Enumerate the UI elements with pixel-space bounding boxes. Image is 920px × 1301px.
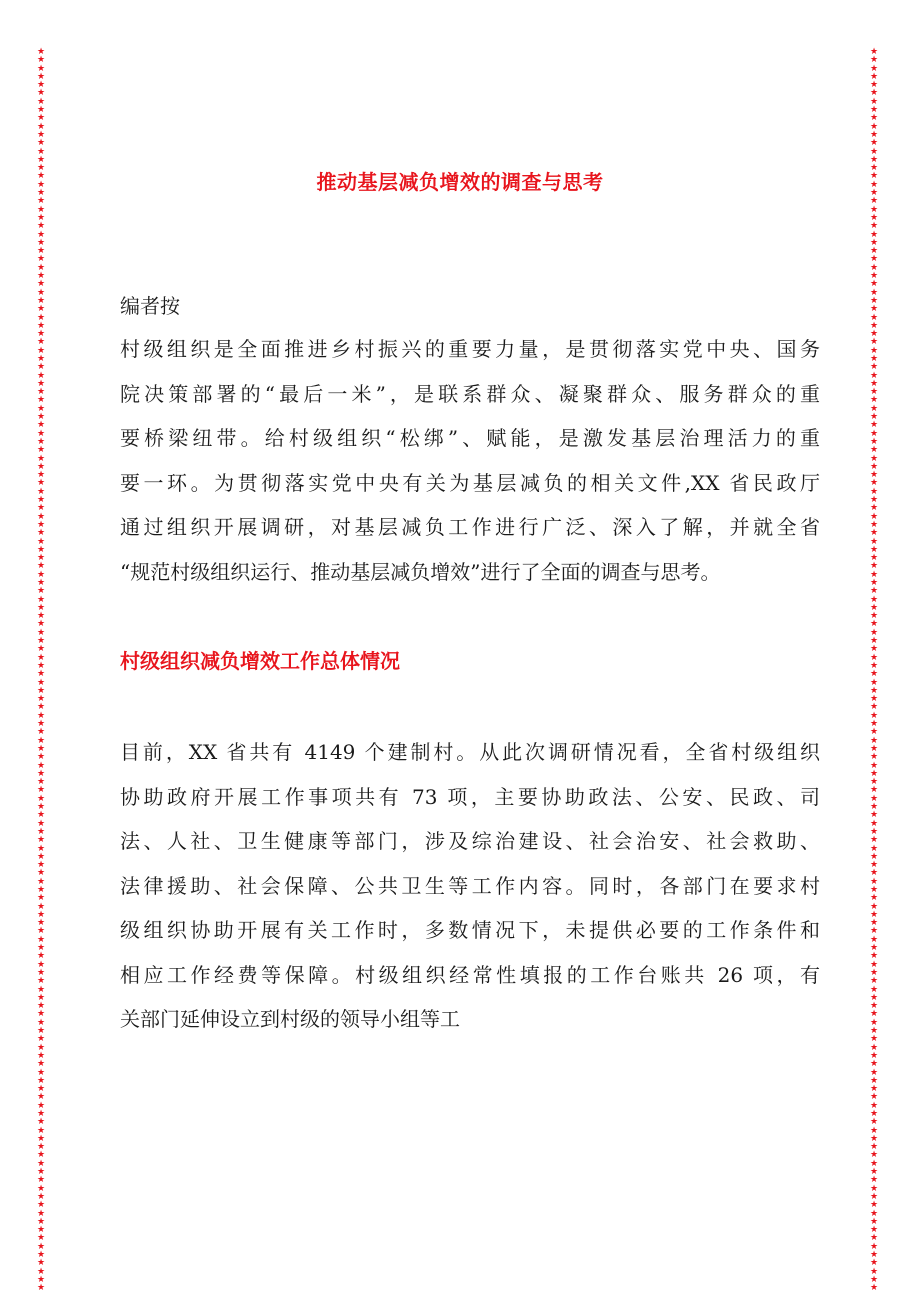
paragraph-line: 关部门延伸设立到村级的领导小组等工 bbox=[120, 1007, 460, 1031]
paragraph-line: 法律援助、社会保障、公共卫生等工作内容。同时，各部门在要求村 bbox=[120, 873, 820, 898]
document-title: 推动基层减负增效的调查与思考 bbox=[316, 170, 604, 194]
editor-note-paragraph bbox=[120, 327, 820, 594]
paragraph-line: 通过组织开展调研，对基层减负工作进行广泛、深入了解，并就全省 bbox=[120, 515, 820, 539]
section-heading: 村级组织减负增效工作总体情况 bbox=[120, 649, 400, 673]
paragraph-line: 要一环。为贯彻落实党中央有关为基层减负的相关文件,XX 省民政厅 bbox=[120, 470, 820, 495]
paragraph-line: 要桥梁纽带。给村级组织“松绑”、赋能，是激发基层治理活力的重 bbox=[120, 426, 820, 450]
editor-note-label: 编者按 bbox=[120, 294, 180, 318]
paragraph-line: 法、人社、卫生健康等部门，涉及综治建设、社会治安、社会救助、 bbox=[120, 829, 820, 853]
paragraph-line: 院决策部署的“最后一米”，是联系群众、凝聚群众、服务群众的重 bbox=[120, 381, 820, 406]
paragraph-line: 协助政府开展工作事项共有 73 项，主要协助政法、公安、民政、司 bbox=[120, 784, 820, 809]
paragraph-line: 目前，XX 省共有 4149 个建制村。从此次调研情况看，全省村级组织 bbox=[120, 740, 820, 764]
paragraph-line: “规范村级组织运行、推动基层减负增效”进行了全面的调查与思考。 bbox=[120, 559, 721, 584]
overview-paragraph bbox=[120, 730, 820, 1042]
left-star-border: ★★★★★★★★★★★★★★★★★★★★★★★★★★★★★★★★★★★★★★★★★★★★★★★★★★★★★★★★★★★★★★★★★★★★★★★★★★★★★★★★★★★★★★★★★★★★★★★★★★★★★★★★★★★★★★★★★★★★★★★★★★★★★★★★★★★★★★★★★★★★★★★★★★★★★★ bbox=[36, 47, 46, 1294]
paragraph-line: 村级组织是全面推进乡村振兴的重要力量，是贯彻落实党中央、国务 bbox=[120, 337, 820, 361]
paragraph-line: 相应工作经费等保障。村级组织经常性填报的工作台账共 26 项，有 bbox=[120, 962, 820, 987]
right-star-border: ★★★★★★★★★★★★★★★★★★★★★★★★★★★★★★★★★★★★★★★★★★★★★★★★★★★★★★★★★★★★★★★★★★★★★★★★★★★★★★★★★★★★★★★★★★★★★★★★★★★★★★★★★★★★★★★★★★★★★★★★★★★★★★★★★★★★★★★★★★★★★★★★★★★★★★ bbox=[869, 47, 879, 1294]
paragraph-line: 级组织协助开展有关工作时，多数情况下，未提供必要的工作条件和 bbox=[120, 918, 820, 942]
